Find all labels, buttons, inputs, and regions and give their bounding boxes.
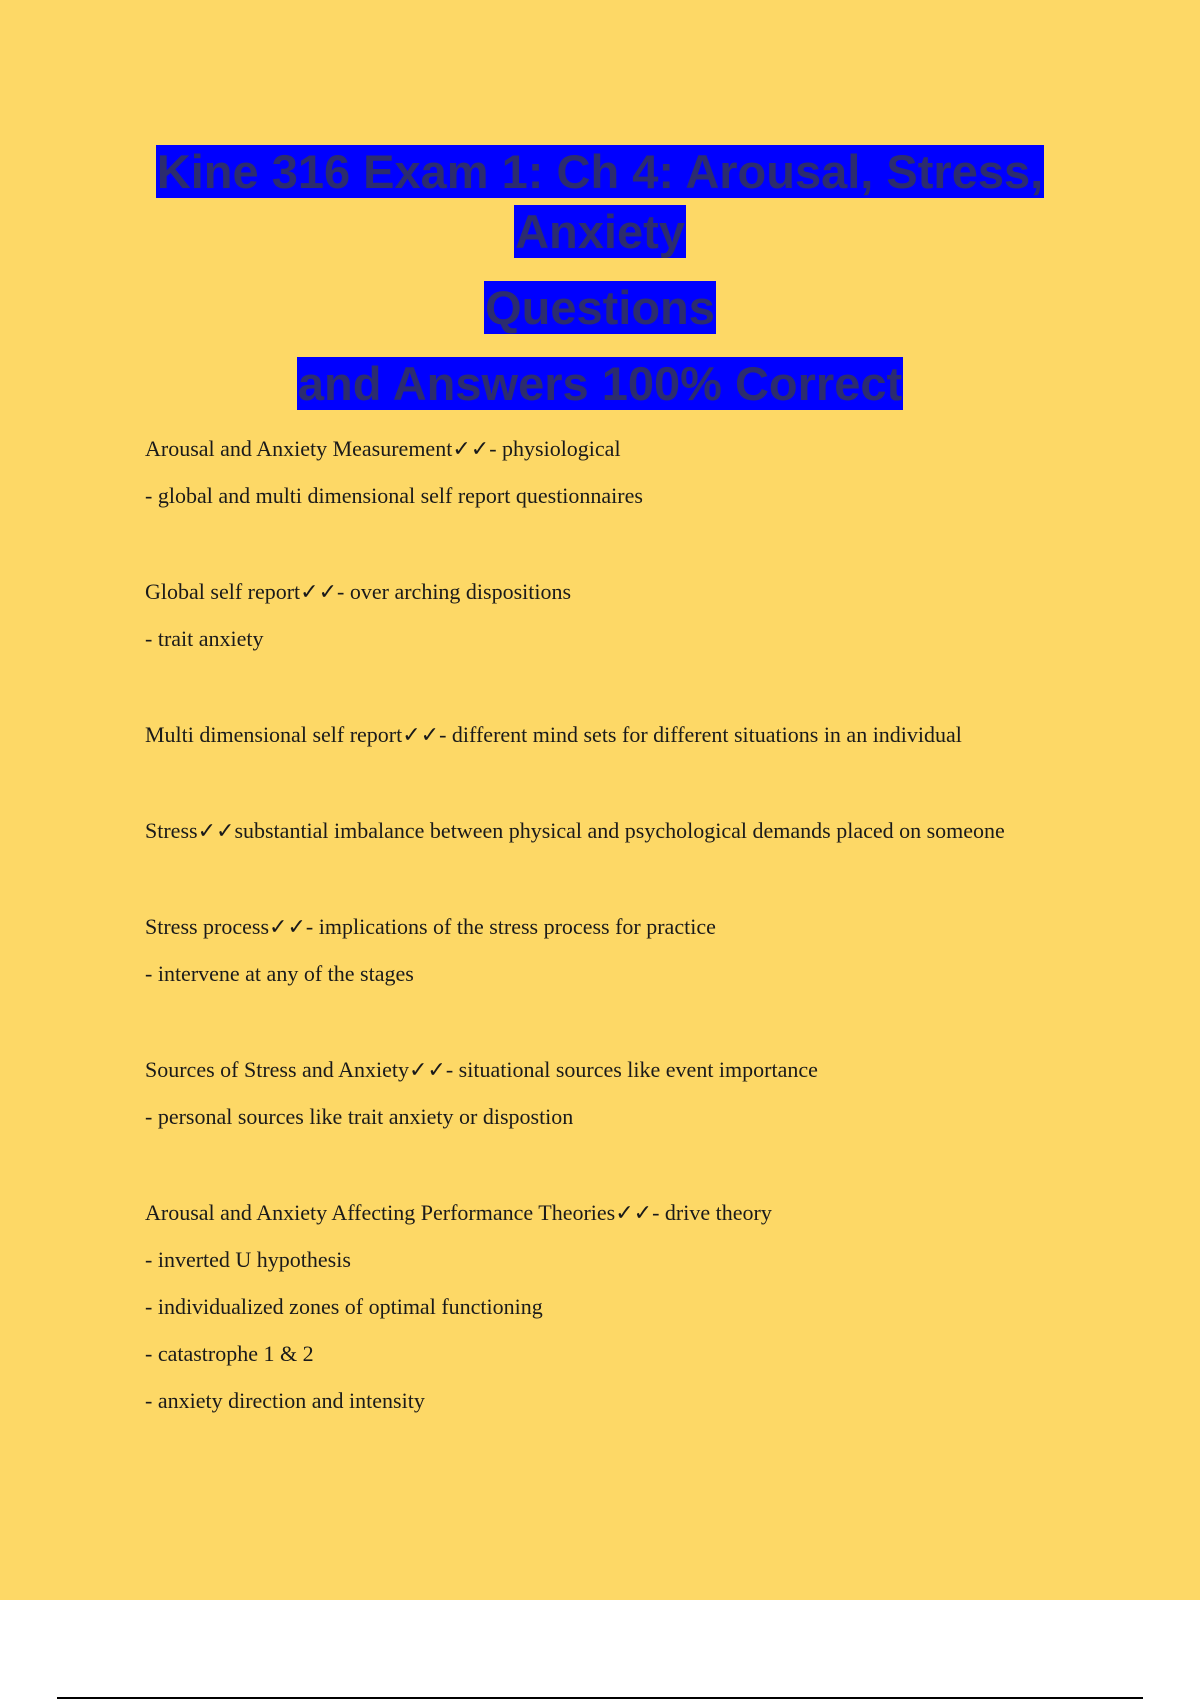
qa-answer: - anxiety direction and intensity — [145, 1388, 425, 1413]
qa-term: Arousal and Anxiety Affecting Performance Theories — [145, 1200, 616, 1225]
qa-answer: substantial imbalance between physical and psychological demands placed on someone — [234, 818, 1005, 843]
footer-divider — [57, 1697, 1143, 1699]
qa-line — [145, 1292, 1075, 1322]
qa-line — [145, 1339, 1075, 1369]
check-mark-icon: ✓✓ — [402, 722, 440, 747]
qa-entry — [145, 912, 1075, 989]
qa-entry — [145, 720, 1075, 750]
check-mark-icon: ✓✓ — [408, 1057, 446, 1082]
qa-answer: - catastrophe 1 & 2 — [145, 1341, 314, 1366]
qa-answer: - implications of the stress process for practice — [305, 914, 716, 939]
qa-term: Stress — [145, 818, 198, 843]
qa-term: Arousal and Anxiety Measurement — [145, 436, 453, 461]
qa-answer: - inverted U hypothesis — [145, 1247, 351, 1272]
qa-line — [145, 434, 1075, 464]
qa-term: Global self report — [145, 579, 301, 604]
title-line-1 — [0, 142, 1200, 202]
check-mark-icon: ✓✓ — [300, 579, 338, 604]
title-line-2-text: Anxiety — [515, 205, 685, 258]
qa-line — [145, 577, 1075, 607]
title-line-4-text: and Answers 100% Correct — [297, 357, 903, 410]
qa-term: Sources of Stress and Anxiety — [145, 1057, 409, 1082]
qa-answer: - individualized zones of optimal functioning — [145, 1294, 543, 1319]
qa-answer: - trait anxiety — [145, 626, 264, 651]
title-line-1-text: Kine 316 Exam 1: Ch 4: Arousal, Stress, — [156, 145, 1044, 198]
check-mark-icon: ✓✓ — [615, 1200, 653, 1225]
qa-entry — [145, 577, 1075, 654]
title-line-3 — [0, 278, 1200, 338]
qa-line — [145, 624, 1075, 654]
qa-line — [145, 1245, 1075, 1275]
qa-entry — [145, 1055, 1075, 1132]
title-line-3-text: Questions — [485, 281, 715, 334]
qa-answer: - personal sources like trait anxiety or dispostion — [145, 1104, 574, 1129]
qa-line — [145, 481, 1075, 511]
qa-answer: - over arching dispositions — [337, 579, 572, 604]
qa-entry — [145, 434, 1075, 511]
check-mark-icon: ✓✓ — [197, 818, 235, 843]
qa-list — [145, 434, 1075, 1433]
qa-answer: - intervene at any of the stages — [145, 961, 414, 986]
qa-line — [145, 816, 1075, 846]
qa-line — [145, 1055, 1075, 1085]
qa-line — [145, 1102, 1075, 1132]
qa-entry — [145, 1198, 1075, 1416]
qa-answer: - different mind sets for different situations in an individual — [439, 722, 962, 747]
qa-answer: - global and multi dimensional self report questionnaires — [145, 483, 643, 508]
title-line-4 — [0, 354, 1200, 414]
qa-term: Multi dimensional self report — [145, 722, 403, 747]
qa-entry — [145, 816, 1075, 846]
qa-line — [145, 912, 1075, 942]
qa-answer: - drive theory — [652, 1200, 772, 1225]
check-mark-icon: ✓✓ — [452, 436, 490, 461]
qa-answer: - situational sources like event importance — [445, 1057, 818, 1082]
qa-term: Stress process — [145, 914, 270, 939]
qa-line — [145, 720, 1075, 750]
title-line-2 — [0, 202, 1200, 262]
document-title — [0, 142, 1200, 414]
qa-line — [145, 1386, 1075, 1416]
qa-answer: - physiological — [489, 436, 621, 461]
check-mark-icon: ✓✓ — [269, 914, 306, 939]
qa-line — [145, 959, 1075, 989]
qa-line — [145, 1198, 1075, 1228]
